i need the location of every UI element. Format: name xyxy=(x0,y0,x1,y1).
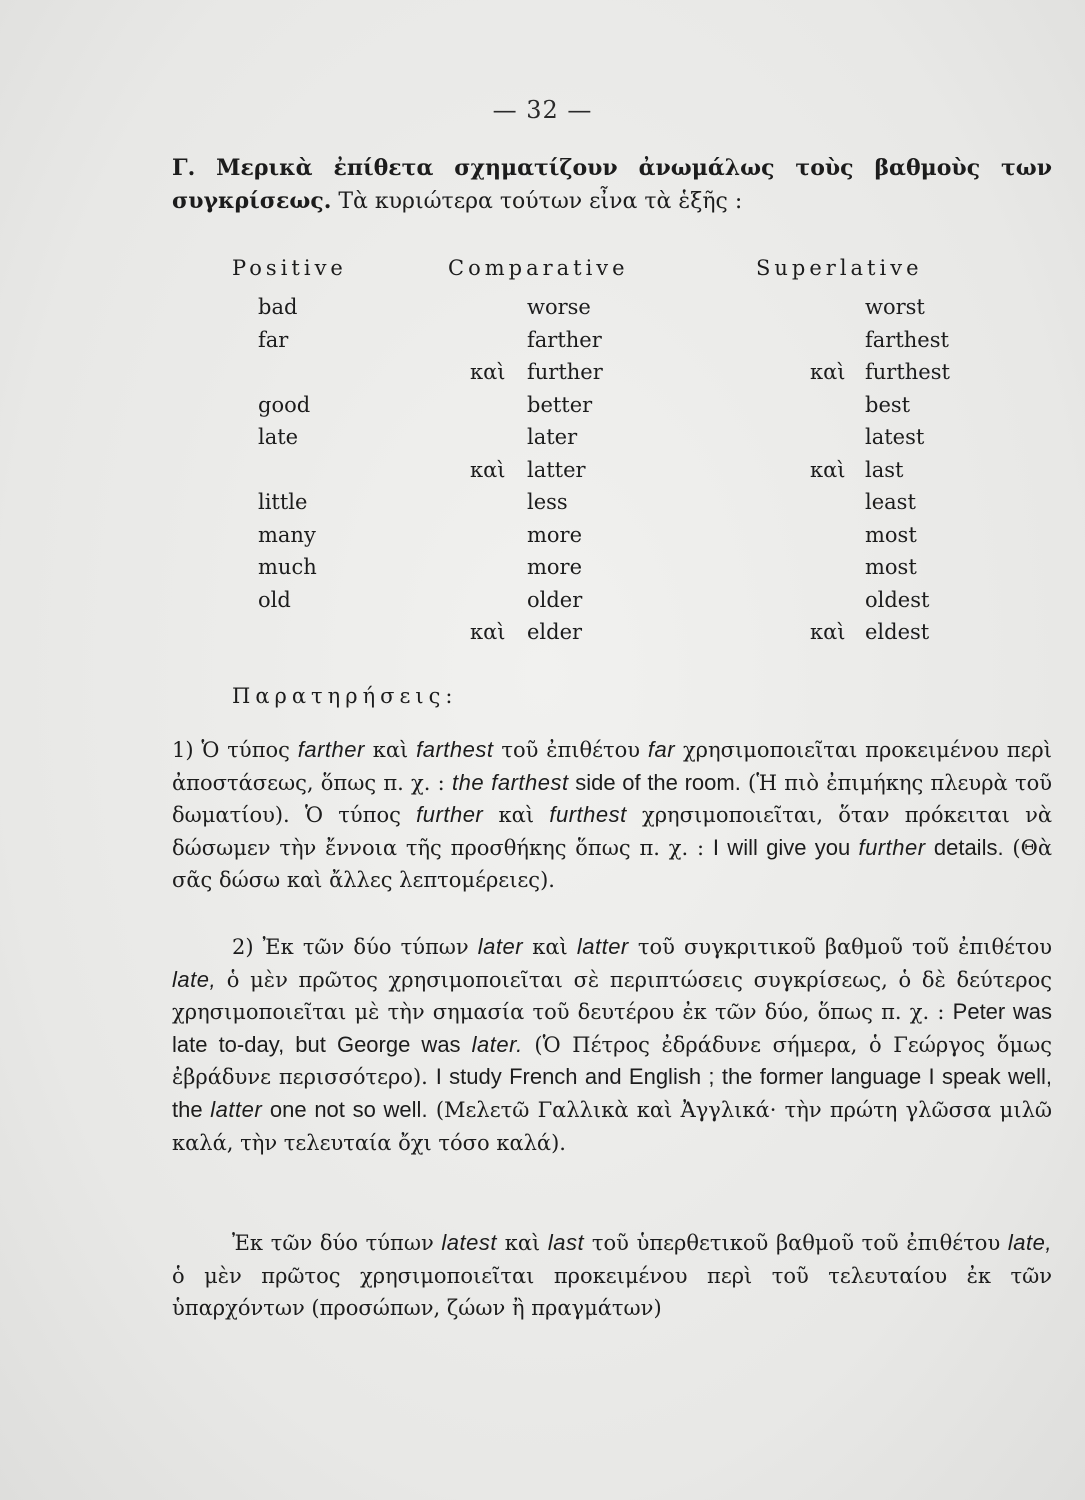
table-row: bad worse worst xyxy=(258,295,925,319)
note-1: 1) Ὁ τύπος farther καὶ farthest τοῦ ἐπιθέτου far χρησιμοποιεῖται προκειμένου περὶ ἀποστάσεως, ὅπως π. χ. : the farthest side of the room. (Ἡ πιὸ ἐπιμήκης πλευρὰ τοῦ δωματίου). Ὁ τύπος further καὶ furthest χρησιμοποιεῖται, ὅταν πρόκειται νὰ δώσωμεν τὴν ἔννοια τῆς προσθήκης ὅπως π. χ. : I will give you further details. (Θὰ σᾶς δώσω καὶ ἄλλες λεπτομέρειες). xyxy=(172,737,1053,893)
page-number: — 32 — xyxy=(492,96,593,124)
col-positive: Positive xyxy=(232,256,347,280)
section-intro xyxy=(172,152,1052,218)
section-heading: Γ. Μερικὰ ἐπίθετα σχηματίζουν ἀνωμάλως τοὺς βαθμοὺς των συγκρίσεως. xyxy=(172,155,1052,214)
note-2: 2) Ἐκ τῶν δύο τύπων later καὶ latter τοῦ συγκριτικοῦ βαθμοῦ τοῦ ἐπιθέτου late, ὁ μὲν πρῶτος χρησιμοποιεῖται σὲ περιπτώσεις συγκρίσεως, ὁ δὲ δεύτερος χρησιμοποιεῖται μὲ τὴν σημασία τοῦ δευτέρου ἐκ τῶν δύο, ὅπως π. χ. : Peter was late to-day, but George was later. (Ὁ Πέτρος ἐδράδυνε σήμερα, ὁ Γεώργος ὅμως ἐβράδυνε περισσότερο). I study French and English ; the former language I speak well, the latter one not so well. (Μελετῶ Γαλλικὰ καὶ Ἀγγλικά· τὴν πρώτη γλῶσσα μιλῶ καλά, τὴν τελευταία ὄχι τόσο καλά). xyxy=(172,934,1053,1155)
table-row: καὶ latter καὶ last xyxy=(470,457,904,482)
table-row: καὶ further καὶ furthest xyxy=(470,360,950,384)
table-row: many more most xyxy=(258,522,917,547)
table-row: little less least xyxy=(258,490,916,514)
intro-text: Τὰ κυριώτερα τούτων εἶνα τὰ ἑξῆς : xyxy=(338,189,743,214)
table-row: far farther farthest xyxy=(258,327,949,352)
table-row: old older oldest xyxy=(258,587,930,612)
col-comparative: Comparative xyxy=(448,256,629,280)
note-3: Ἐκ τῶν δύο τύπων latest καὶ last τοῦ ὑπερθετικοῦ βαθμοῦ τοῦ ἐπιθέτου late, ὁ μὲν πρῶτος χρησιμοποιεῖται προκειμένου περὶ τοῦ τελευταίου ἐκ τῶν ὑπαρχόντων (προσώπων, ζώων ἢ πραγμάτων) xyxy=(172,1230,1052,1321)
table-row: late later latest xyxy=(258,425,925,449)
notes-heading: Παρατηρήσεις: xyxy=(232,684,458,708)
table-row: much more most xyxy=(258,555,917,579)
table-row: good better best xyxy=(258,392,911,417)
table-row: καὶ elder καὶ eldest xyxy=(470,620,930,644)
comparison-table xyxy=(0,295,1085,653)
table-header xyxy=(0,256,1085,286)
col-superlative: Superlative xyxy=(756,256,923,280)
